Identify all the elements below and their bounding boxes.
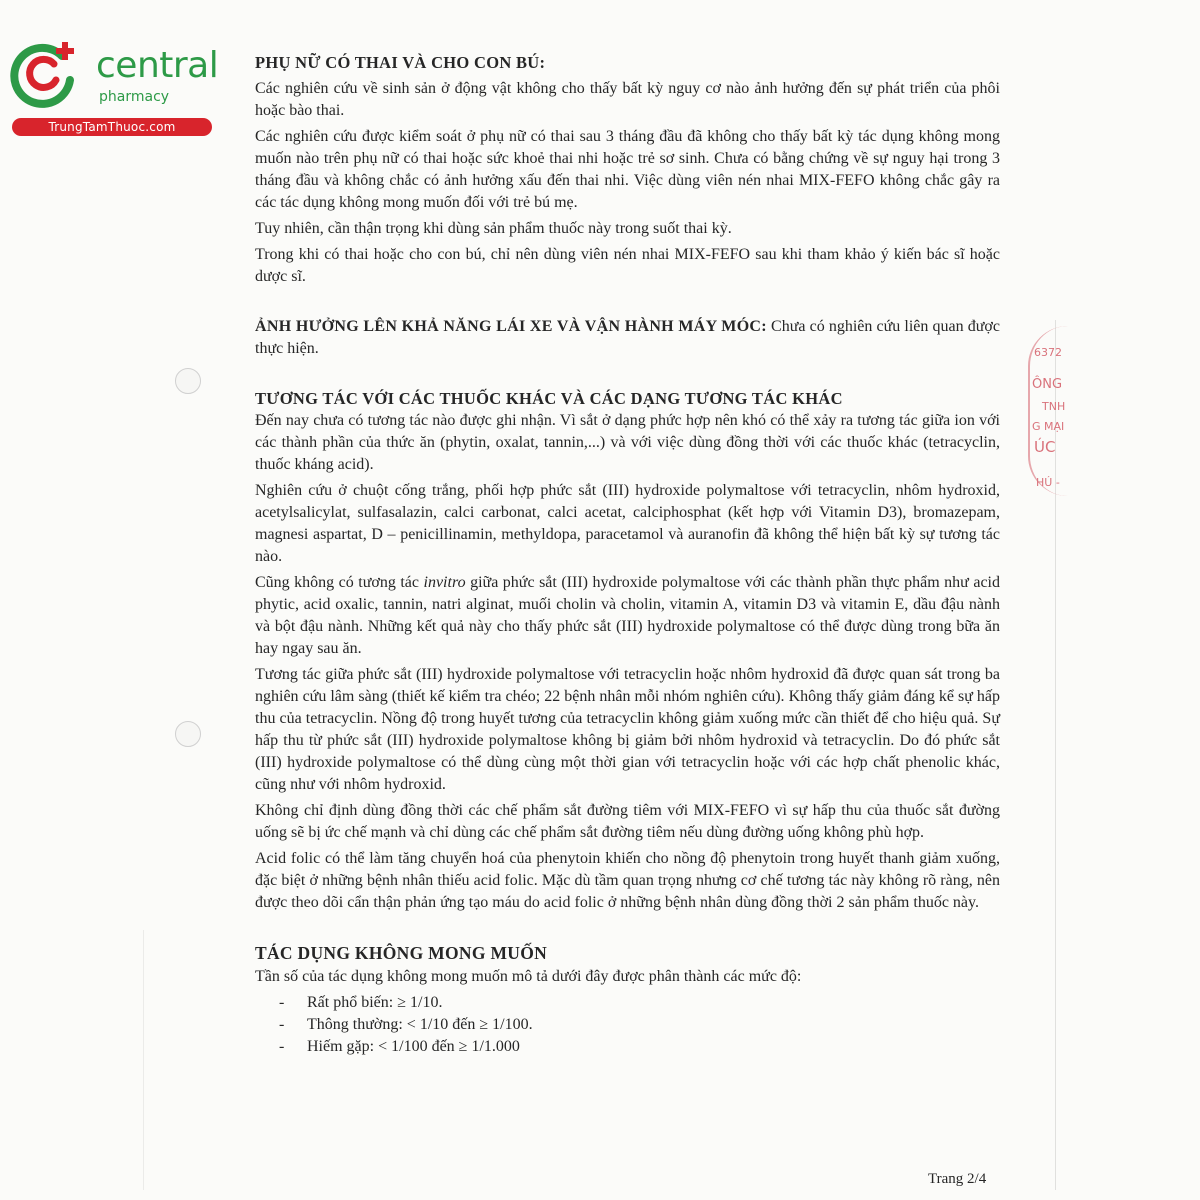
section-heading-driving: ẢNH HƯỞNG LÊN KHẢ NĂNG LÁI XE VÀ VẬN HÀNH MÁY MÓC: [255, 318, 767, 335]
red-stamp [1028, 326, 1070, 496]
section-heading-pregnancy: PHỤ NỮ CÓ THAI VÀ CHO CON BÚ: [255, 53, 546, 72]
paragraph [255, 572, 1000, 660]
paragraph: Các nghiên cứu được kiểm soát ở phụ nữ có thai sau 3 tháng đầu đã không cho thấy bất kỳ tác dụng không mong muốn nào trên phụ nữ có thai hoặc sức khoẻ thai nhi hoặc trẻ sơ sinh. Chưa có bằng chứng về sự nguy hại trong 3 tháng đầu và không chắc có ảnh hưởng xấu đến thai nhi. Việc dùng viên nén nhai MIX-FEFO không chắc gây ra các tác dụng không mong muốn đối với trẻ bú mẹ. [255, 128, 1000, 211]
paragraph: Các nghiên cứu về sinh sản ở động vật không cho thấy bất kỳ nguy cơ nào ảnh hưởng đến sự phát triển của phôi hoặc bào thai. [255, 80, 1000, 119]
list-item: - Rất phổ biến: ≥ 1/10. [279, 994, 443, 1011]
paragraph: Tương tác giữa phức sắt (III) hydroxide polymaltose với tetracyclin hoặc nhôm hydroxid đã được quan sát trong ba nghiên cứu lâm sàng (thiết kế kiểm tra chéo; 22 bệnh nhân mỗi nhóm nghiên cứu). Không thấy giảm đáng kể sự hấp thu của tetracyclin. Nồng độ trong huyết tương của tetracyclin không giảm xuống mức cần thiết để cho hiệu quả. Sự hấp thu từ phức sắt (III) hydroxide polymaltose không bị giảm bởi nhôm hydroxid và tetracyclin. Do đó phức sắt (III) hydroxide polymaltose có thể dùng cùng một thời gian với tetracyclin hoặc với các hợp chất phenolic khác, cũng như với nhôm hydroxid. [255, 666, 1000, 793]
stamp-text: ÔNG [1032, 377, 1063, 392]
stamp-text: G MẠI [1032, 420, 1065, 433]
paragraph: Tần số của tác dụng không mong muốn mô tả dưới đây được phân thành các mức độ: [255, 968, 802, 985]
stamp-text: ÚC [1034, 438, 1056, 456]
list-item-text: Rất phổ biến: ≥ 1/10. [307, 994, 443, 1011]
list-item: - Thông thường: < 1/10 đến ≥ 1/100. [279, 1016, 533, 1033]
list-item-text: Hiếm gặp: < 1/100 đến ≥ 1/1.000 [307, 1038, 520, 1055]
list-item: - Hiếm gặp: < 1/100 đến ≥ 1/1.000 [279, 1038, 520, 1055]
section-heading-interactions: TƯƠNG TÁC VỚI CÁC THUỐC KHÁC VÀ CÁC DẠNG TƯƠNG TÁC KHÁC [255, 389, 843, 408]
logo-sub-text: pharmacy [99, 89, 170, 105]
pharmacy-cross-icon [10, 36, 82, 108]
page-number: Trang 2/4 [928, 1171, 987, 1187]
paragraph: Nghiên cứu ở chuột cống trắng, phối hợp phức sắt (III) hydroxide polymaltose với tetracyclin, nhôm hydroxid, acetylsalicylat, sulfasalazin, calci carbonat, calci acetat, calciphosphat (kết hợp với Vitamin D3), bromazepam, magnesi aspartat, D – penicillinamin, methyldopa, paracetamol và auranofin đã không thể hiện bất kỳ sự tương tác nào. [255, 482, 1000, 565]
paragraph: Đến nay chưa có tương tác nào được ghi nhận. Vì sắt ở dạng phức hợp nên khó có thể xảy ra tương tác giữa ion với các thành phần của thức ăn (phytin, oxalat, tannin,...) và với việc dùng đồng thời với các thuốc khác (tetracyclin, thuốc kháng acid). [255, 412, 1000, 473]
paragraph: Trong khi có thai hoặc cho con bú, chỉ nên dùng viên nén nhai MIX-FEFO sau khi tham khảo ý kiến bác sĩ hoặc dược sĩ. [255, 246, 1000, 285]
document-body [255, 52, 1000, 1058]
stamp-text: HÚ - [1036, 476, 1060, 489]
central-pharmacy-logo[interactable] [10, 36, 219, 136]
logo-brand-text: central [96, 45, 219, 86]
section-heading-adverse: TÁC DỤNG KHÔNG MONG MUỐN [255, 943, 548, 963]
paragraph: Tuy nhiên, cần thận trọng khi dùng sản phẩm thuốc này trong suốt thai kỳ. [255, 220, 732, 237]
punch-hole [175, 721, 201, 747]
paragraph-text: Cũng không có tương tác [255, 574, 424, 591]
list-item-text: Thông thường: < 1/10 đến ≥ 1/100. [307, 1016, 533, 1033]
stamp-text: TNH [1042, 400, 1066, 413]
frequency-list [255, 992, 1000, 1058]
paragraph: Acid folic có thể làm tăng chuyển hoá của phenytoin khiến cho nồng độ phenytoin trong huyết thanh giảm xuống, đặc biệt ở những bệnh nhân thiếu acid folic. Mặc dù tầm quan trọng nhưng cơ chế tương tác này không rõ ràng, nên được theo dõi cẩn thận phản ứng tạo máu do acid folic ở những bệnh nhân dùng đồng thời 2 sản phẩm thuốc này. [255, 850, 1000, 911]
logo-banner: TrungTamThuoc.com [12, 118, 212, 136]
italic-term: invitro [423, 574, 466, 591]
stamp-text: 6372 [1034, 346, 1062, 359]
edge-line [143, 930, 144, 1190]
paragraph-text: giữa phức sắt (III) hydroxide polymaltose với các thành phần thực phẩm như acid phytic, acid oxalic, tannin, natri alginat, muối cholin và cholin, vitamin A, vitamin D3 và vitamin E, dầu đậu nành và bột đậu nành. Những kết quả này cho thấy phức sắt (III) hydroxide polymaltose có thể được dùng trong bữa ăn hay ngay sau ăn. [255, 574, 1001, 657]
driving-section [255, 316, 1000, 360]
driving-text: Chưa có nghiên cứu liên quan được thực hiện. [255, 318, 1000, 357]
punch-hole [175, 368, 201, 394]
paragraph: Không chỉ định dùng đồng thời các chế phẩm sắt đường tiêm với MIX-FEFO vì sự hấp thu của thuốc sắt đường uống sẽ bị ức chế mạnh và chỉ dùng các chế phẩm sắt đường tiêm nếu dùng đường uống không phù hợp. [255, 802, 1000, 841]
